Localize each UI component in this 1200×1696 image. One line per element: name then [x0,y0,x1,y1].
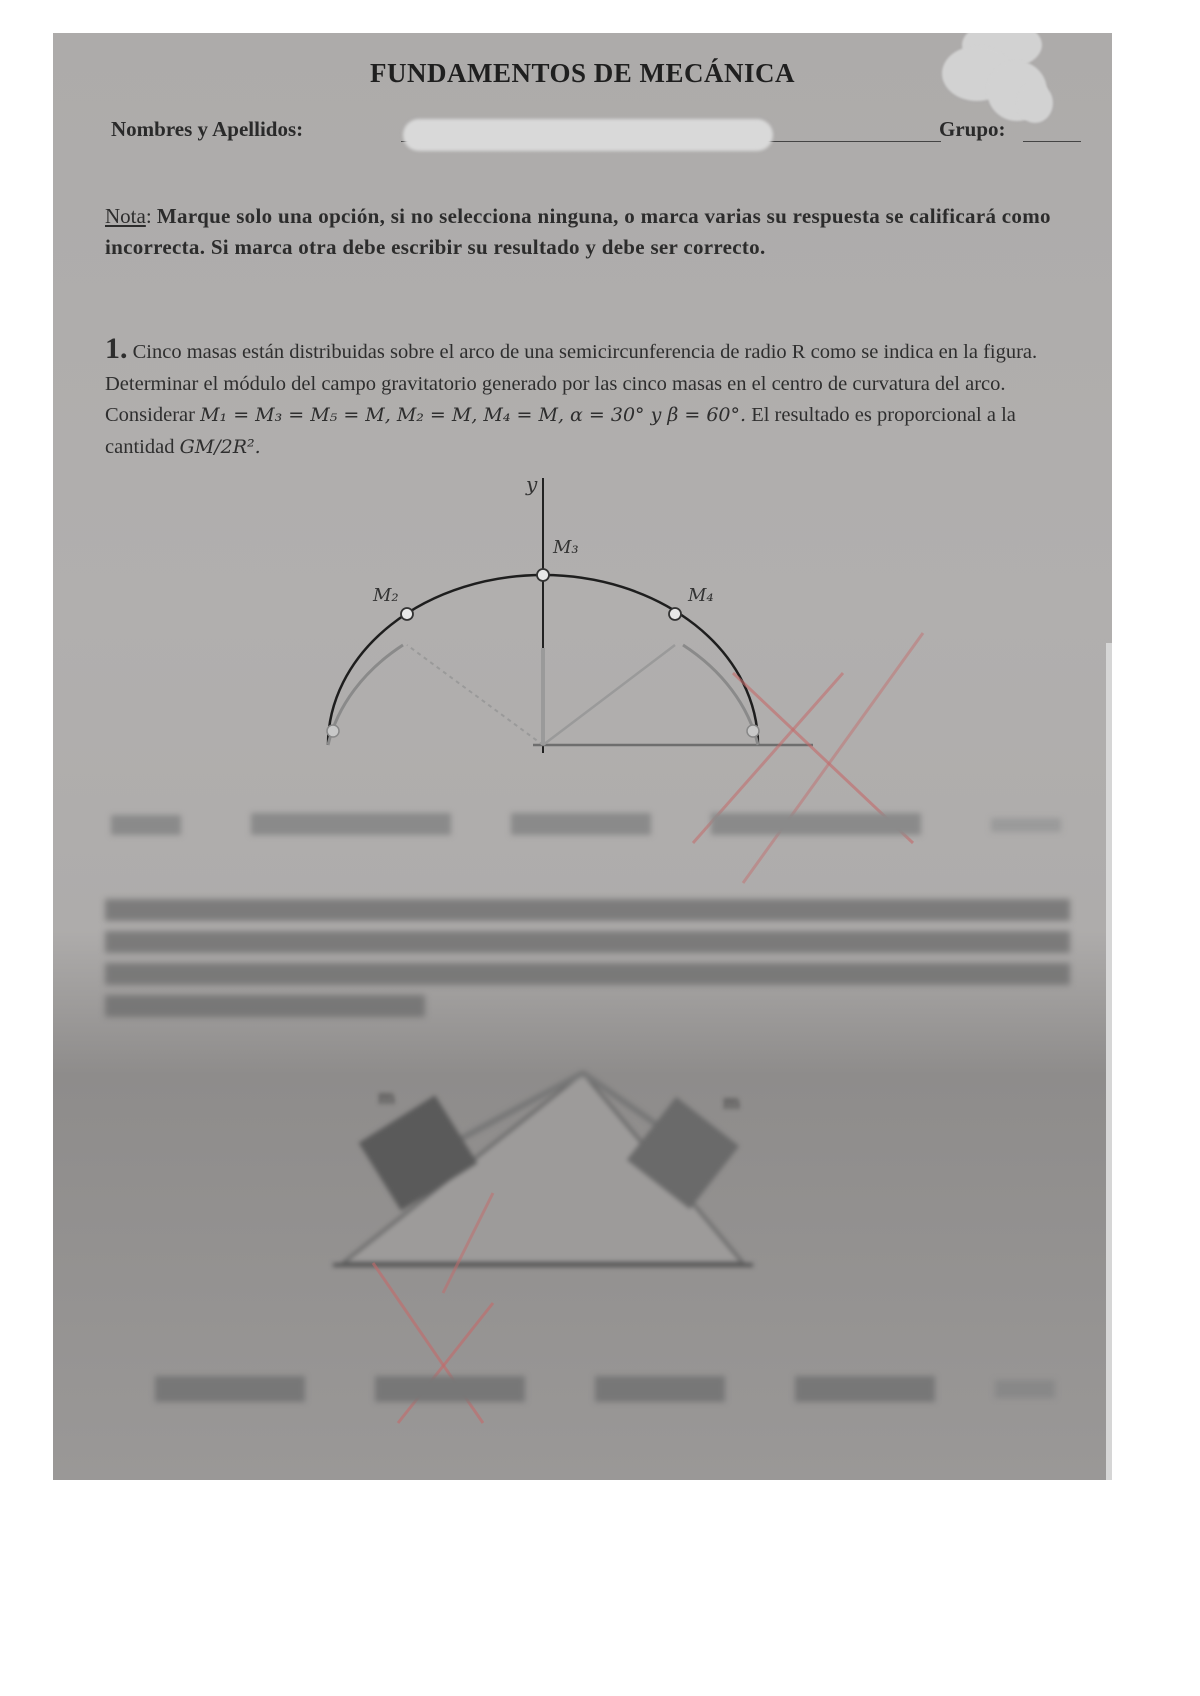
m3-label: M₃ [553,537,579,558]
inclined-planes-drawing [333,1073,753,1265]
instructions-note: Nota: Marque solo una opción, si no selecciona ninguna, o marca varias su respuesta se calificará como incorrecta. Si marca otra debe escribir su resultado y debe ser correcto. [105,204,1051,259]
m4-label: M₄ [688,585,714,606]
option2-e [995,1380,1055,1398]
question-2-options [105,1368,1065,1413]
question-1-number: 1. [105,332,128,365]
option2-c [595,1376,725,1402]
exam-title: FUNDAMENTOS DE MECÁNICA [369,58,796,88]
question-1-text: Cinco masas están distribuidas sobre el arco de una semicircunferencia de radio R como se indica en la figura. Determinar el módulo del campo gravitatorio generado por las cinco masas en el centro de curvatura del arco. Considerar [105,341,1038,426]
y-axis-label: y [526,472,538,496]
name-label: Nombres y Apellidos: [111,117,304,141]
note-label: Nota [105,204,146,228]
question-1-quantity: GM/2R². [179,435,261,458]
question-1-text-b: El resultado es proporcional a la cantidad [105,404,1016,458]
note-text: Marque solo una opción, si no selecciona ninguna, o marca varias su respuesta se calificará como incorrecta. Si marca otra debe escribir su resultado y debe ser correcto. [105,204,1051,259]
option2-a [155,1376,305,1402]
exam-sheet [53,33,1112,1480]
svg-text:m: m [723,1092,741,1113]
option2-b [375,1376,525,1402]
group-label: Grupo: [939,117,1006,141]
inclined-planes-figure [53,33,1112,1480]
svg-text:m: m [378,1087,396,1108]
option2-d [795,1376,935,1402]
question-1-conditions: M₁ = M₃ = M₅ = M, M₂ = M, M₄ = M, α = 30° y β = 60°. [200,404,747,426]
m2-label: M₂ [373,585,399,606]
